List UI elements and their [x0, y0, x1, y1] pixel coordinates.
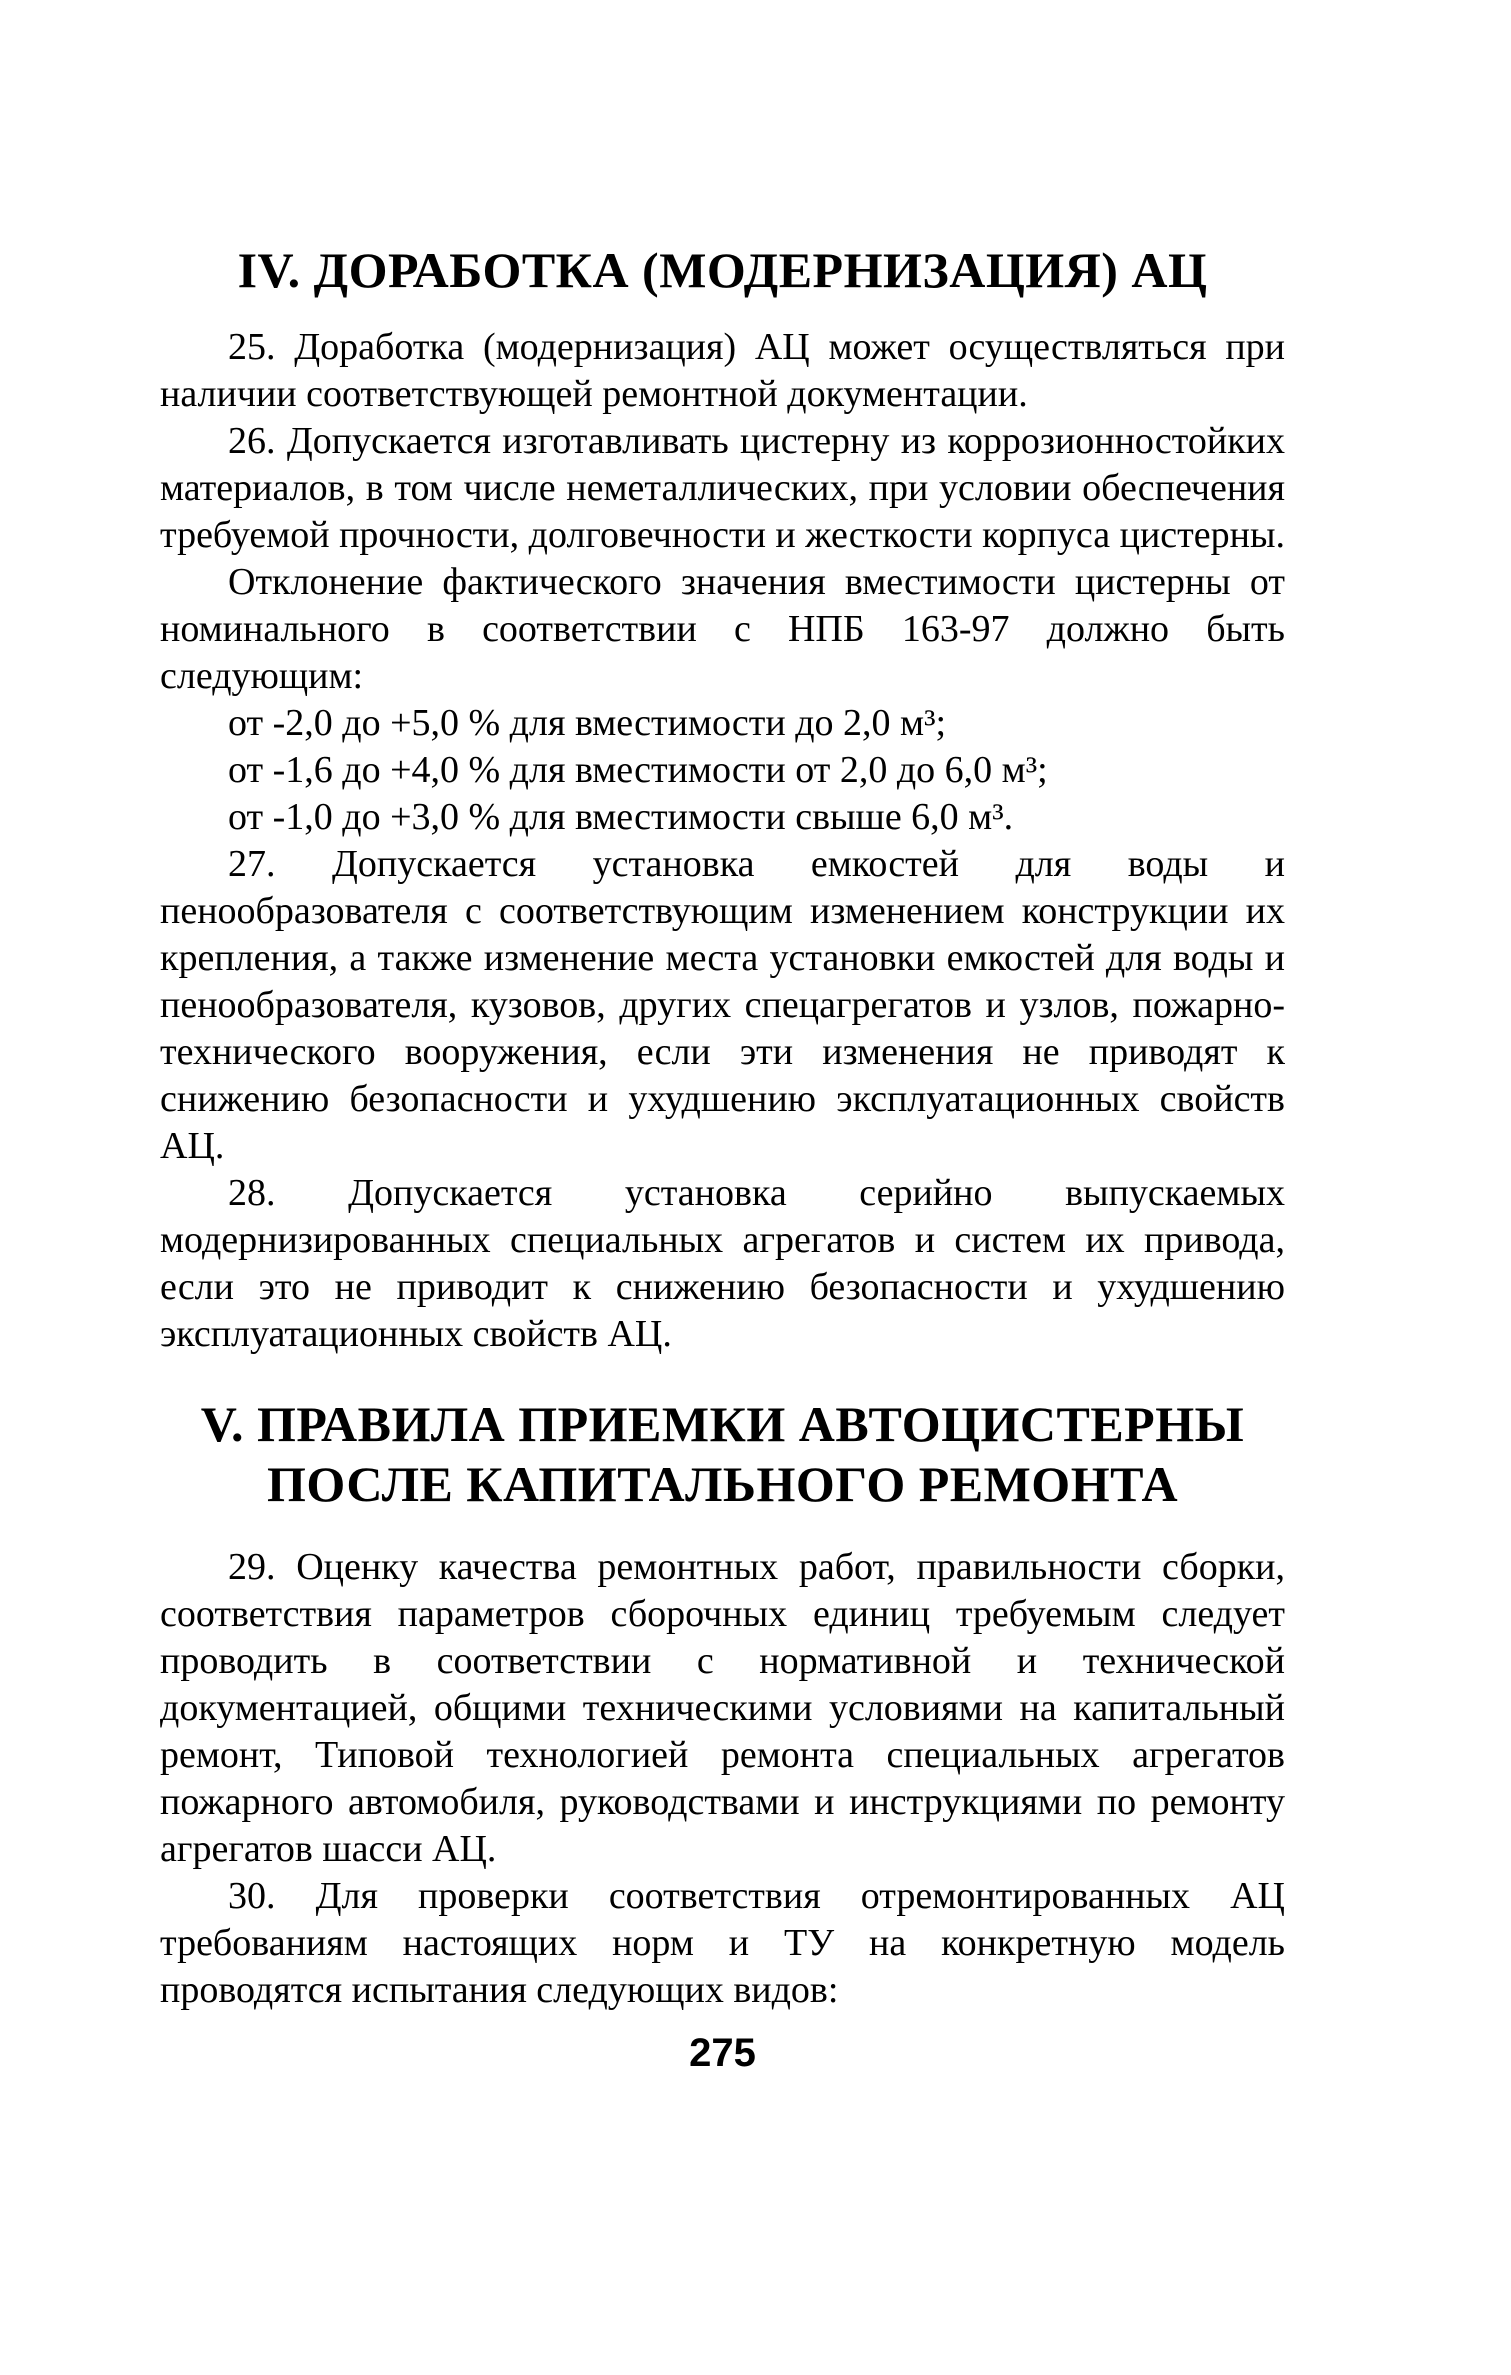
deviation-range-1: от -2,0 до +5,0 % для вместимости до 2,0 м³;: [228, 702, 947, 744]
paragraph-25: 25. Доработка (модернизация) АЦ может осуществляться при наличии соответствующей ремонтной документации.: [160, 326, 1285, 415]
paragraph-30: 30. Для проверки соответствия отремонтированных АЦ требованиям настоящих норм и ТУ на конкретную модель проводятся испытания следующих видов:: [160, 1875, 1285, 2011]
page-number: 275: [689, 2031, 756, 2075]
section-4-heading: IV. ДОРАБОТКА (МОДЕРНИЗАЦИЯ) АЦ: [237, 242, 1208, 298]
deviation-range-3: от -1,0 до +3,0 % для вместимости свыше 6,0 м³.: [228, 796, 1014, 838]
paragraph-26: 26. Допускается изготавливать цистерну из коррозионностойких материалов, в том числе неметаллических, при условии обеспечения требуемой прочности, долговечности и жесткости корпуса цистерны.: [160, 420, 1286, 556]
paragraph-28: 28. Допускается установка серийно выпускаемых модернизированных специальных агрегатов и систем их привода, если это не приводит к снижению безопасности и ухудшению эксплуатационных свойств АЦ.: [160, 1172, 1285, 1355]
deviation-intro-paragraph: Отклонение фактического значения вместимости цистерны от номинального в соответствии с НПБ 163-97 должно быть следующим:: [160, 561, 1285, 697]
document-page: [160, 240, 1285, 2078]
section-5-heading-line-2: ПОСЛЕ КАПИТАЛЬНОГО РЕМОНТА: [266, 1456, 1179, 1512]
paragraph-29: 29. Оценку качества ремонтных работ, правильности сборки, соответствия параметров сборочных единиц требуемым следует проводить в соответствии с нормативной и технической документацией, общими техническими условиями на капитальный ремонт, Типовой технологией ремонта специальных агрегатов пожарного автомобиля, руководствами и инструкциями по ремонту агрегатов шасси АЦ.: [160, 1546, 1285, 1870]
deviation-range-2: от -1,6 до +4,0 % для вместимости от 2,0 до 6,0 м³;: [228, 749, 1048, 791]
section-5-heading: [160, 1394, 1285, 1514]
section-5-heading-line-1: V. ПРАВИЛА ПРИЕМКИ АВТОЦИСТЕРНЫ: [200, 1396, 1245, 1452]
capacity-deviation-list: [160, 700, 1285, 841]
paragraph-27: 27. Допускается установка емкостей для воды и пенообразователя с соответствующим изменением конструкции их крепления, а также изменение места установки емкостей для воды и пенообразователя, кузовов, других спецагрегатов и узлов, пожарно-технического вооружения, если эти изменения не приводят к снижению безопасности и ухудшению эксплуатационных свойств АЦ.: [160, 843, 1285, 1167]
